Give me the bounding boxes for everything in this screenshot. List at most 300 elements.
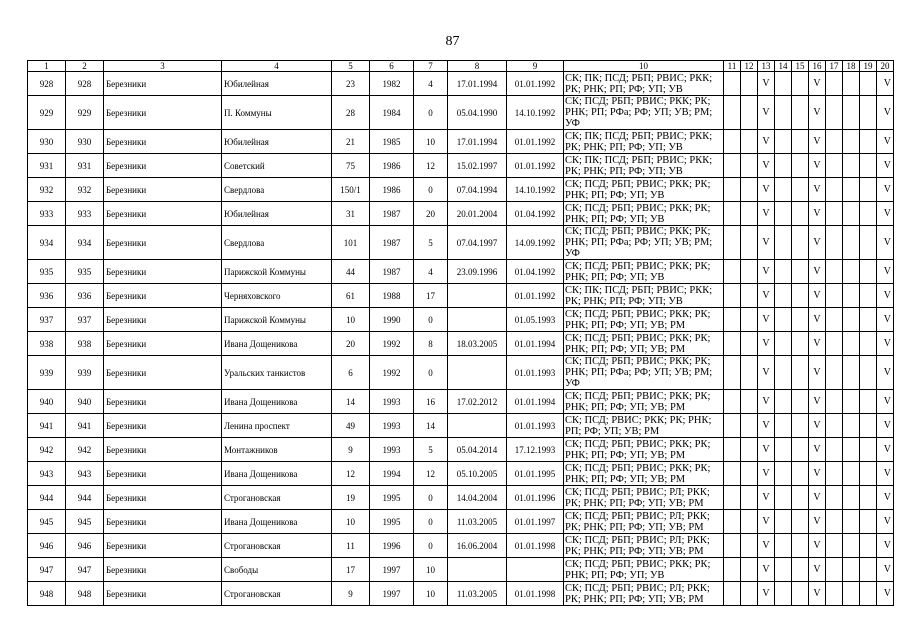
header-row <box>28 61 894 72</box>
cell-col-2: 947 <box>66 558 104 582</box>
cell-col-1: 943 <box>28 462 66 486</box>
cell-col-13: V <box>758 390 775 414</box>
table-row <box>28 534 894 558</box>
cell-col-14 <box>775 582 792 606</box>
cell-col-4: Юбилейная <box>222 72 332 96</box>
cell-col-2: 944 <box>66 486 104 510</box>
cell-col-17 <box>826 486 843 510</box>
cell-col-7: 5 <box>414 226 448 260</box>
cell-col-1: 932 <box>28 178 66 202</box>
cell-col-20: V <box>877 582 894 606</box>
cell-col-19 <box>860 462 877 486</box>
cell-col-14 <box>775 462 792 486</box>
cell-col-20: V <box>877 226 894 260</box>
cell-col-16: V <box>809 260 826 284</box>
cell-col-9: 01.04.1992 <box>507 260 564 284</box>
table-row <box>28 390 894 414</box>
cell-col-9: 01.01.1993 <box>507 414 564 438</box>
cell-col-17 <box>826 558 843 582</box>
cell-col-6: 1982 <box>370 72 414 96</box>
cell-col-2: 945 <box>66 510 104 534</box>
register-table <box>27 60 894 606</box>
cell-col-3: Березники <box>104 130 222 154</box>
cell-col-1: 942 <box>28 438 66 462</box>
cell-col-13: V <box>758 438 775 462</box>
cell-col-4: Строгановская <box>222 486 332 510</box>
cell-col-3: Березники <box>104 202 222 226</box>
column-header-4: 4 <box>222 61 332 72</box>
cell-col-4: Ленина проспект <box>222 414 332 438</box>
cell-col-4: Уральских танкистов <box>222 356 332 390</box>
cell-col-1: 948 <box>28 582 66 606</box>
cell-col-1: 930 <box>28 130 66 154</box>
table-row <box>28 462 894 486</box>
cell-col-14 <box>775 178 792 202</box>
cell-col-15 <box>792 486 809 510</box>
cell-col-9: 01.01.1997 <box>507 510 564 534</box>
cell-col-15 <box>792 332 809 356</box>
cell-col-7: 0 <box>414 308 448 332</box>
cell-col-6: 1987 <box>370 226 414 260</box>
cell-col-15 <box>792 534 809 558</box>
cell-col-8: 05.04.1990 <box>448 96 507 130</box>
cell-col-12 <box>741 486 758 510</box>
cell-col-9: 17.12.1993 <box>507 438 564 462</box>
cell-col-16: V <box>809 558 826 582</box>
cell-col-3: Березники <box>104 72 222 96</box>
cell-col-6: 1992 <box>370 332 414 356</box>
column-header-16: 16 <box>809 61 826 72</box>
cell-col-10: СК; ПСД; РБП; РВИС; РЛ; РКК; РК; РНК; РП; РФ; УП; УВ; РМ <box>564 582 724 606</box>
cell-col-5: 61 <box>332 284 370 308</box>
column-header-6: 6 <box>370 61 414 72</box>
cell-col-10: СК; ПСД; РБП; РВИС; РКК; РК; РНК; РП; РФа; РФ; УП; УВ; РМ; УФ <box>564 226 724 260</box>
cell-col-10: СК; ПСД; РБП; РВИС; РКК; РК; РНК; РП; РФа; РФ; УП; УВ; РМ; УФ <box>564 356 724 390</box>
table-row <box>28 260 894 284</box>
cell-col-15 <box>792 96 809 130</box>
cell-col-16: V <box>809 390 826 414</box>
cell-col-9: 01.01.1994 <box>507 332 564 356</box>
cell-col-20: V <box>877 130 894 154</box>
cell-col-11 <box>724 284 741 308</box>
cell-col-13: V <box>758 72 775 96</box>
cell-col-3: Березники <box>104 438 222 462</box>
cell-col-12 <box>741 130 758 154</box>
cell-col-6: 1993 <box>370 414 414 438</box>
cell-col-19 <box>860 154 877 178</box>
cell-col-19 <box>860 414 877 438</box>
cell-col-1: 928 <box>28 72 66 96</box>
cell-col-2: 933 <box>66 202 104 226</box>
cell-col-4: Ивана Дощеникова <box>222 462 332 486</box>
cell-col-8: 07.04.1994 <box>448 178 507 202</box>
cell-col-2: 942 <box>66 438 104 462</box>
cell-col-8: 20.01.2004 <box>448 202 507 226</box>
cell-col-2: 931 <box>66 154 104 178</box>
cell-col-6: 1994 <box>370 462 414 486</box>
cell-col-14 <box>775 438 792 462</box>
cell-col-19 <box>860 486 877 510</box>
table-row <box>28 202 894 226</box>
cell-col-11 <box>724 438 741 462</box>
cell-col-14 <box>775 284 792 308</box>
cell-col-13: V <box>758 154 775 178</box>
cell-col-16: V <box>809 178 826 202</box>
cell-col-11 <box>724 534 741 558</box>
cell-col-16: V <box>809 96 826 130</box>
cell-col-8: 15.02.1997 <box>448 154 507 178</box>
cell-col-17 <box>826 178 843 202</box>
cell-col-17 <box>826 154 843 178</box>
cell-col-17 <box>826 260 843 284</box>
cell-col-19 <box>860 96 877 130</box>
cell-col-14 <box>775 332 792 356</box>
cell-col-19 <box>860 510 877 534</box>
cell-col-1: 934 <box>28 226 66 260</box>
cell-col-5: 12 <box>332 462 370 486</box>
cell-col-15 <box>792 284 809 308</box>
cell-col-3: Березники <box>104 510 222 534</box>
cell-col-7: 16 <box>414 390 448 414</box>
cell-col-6: 1990 <box>370 308 414 332</box>
cell-col-17 <box>826 202 843 226</box>
cell-col-17 <box>826 332 843 356</box>
cell-col-14 <box>775 96 792 130</box>
cell-col-12 <box>741 390 758 414</box>
column-header-11: 11 <box>724 61 741 72</box>
cell-col-4: П. Коммуны <box>222 96 332 130</box>
cell-col-3: Березники <box>104 582 222 606</box>
cell-col-14 <box>775 534 792 558</box>
cell-col-11 <box>724 486 741 510</box>
cell-col-17 <box>826 308 843 332</box>
cell-col-3: Березники <box>104 226 222 260</box>
cell-col-10: СК; ПСД; РБП; РВИС; РКК; РК; РНК; РП; РФ; УП; УВ; РМ <box>564 308 724 332</box>
cell-col-19 <box>860 558 877 582</box>
cell-col-10: СК; ПСД; РБП; РВИС; РКК; РК; РНК; РП; РФ; УП; УВ <box>564 260 724 284</box>
cell-col-18 <box>843 154 860 178</box>
cell-col-11 <box>724 202 741 226</box>
table-row <box>28 72 894 96</box>
cell-col-16: V <box>809 226 826 260</box>
cell-col-15 <box>792 414 809 438</box>
cell-col-8: 17.01.1994 <box>448 72 507 96</box>
cell-col-20: V <box>877 332 894 356</box>
cell-col-5: 75 <box>332 154 370 178</box>
cell-col-7: 10 <box>414 130 448 154</box>
cell-col-20: V <box>877 390 894 414</box>
cell-col-14 <box>775 390 792 414</box>
cell-col-2: 940 <box>66 390 104 414</box>
cell-col-3: Березники <box>104 308 222 332</box>
cell-col-15 <box>792 308 809 332</box>
cell-col-2: 943 <box>66 462 104 486</box>
cell-col-10: СК; ПСД; РБП; РВИС; РКК; РК; РНК; РП; РФ; УП; УВ; РМ <box>564 390 724 414</box>
cell-col-15 <box>792 154 809 178</box>
cell-col-12 <box>741 178 758 202</box>
cell-col-10: СК; ПК; ПСД; РБП; РВИС; РКК; РК; РНК; РП; РФ; УП; УВ <box>564 72 724 96</box>
cell-col-1: 931 <box>28 154 66 178</box>
cell-col-18 <box>843 72 860 96</box>
cell-col-1: 945 <box>28 510 66 534</box>
cell-col-18 <box>843 534 860 558</box>
cell-col-1: 944 <box>28 486 66 510</box>
cell-col-2: 932 <box>66 178 104 202</box>
cell-col-20: V <box>877 154 894 178</box>
cell-col-5: 14 <box>332 390 370 414</box>
cell-col-7: 0 <box>414 178 448 202</box>
cell-col-20: V <box>877 534 894 558</box>
cell-col-14 <box>775 356 792 390</box>
cell-col-19 <box>860 438 877 462</box>
cell-col-13: V <box>758 534 775 558</box>
table-row <box>28 130 894 154</box>
cell-col-11 <box>724 96 741 130</box>
cell-col-15 <box>792 582 809 606</box>
cell-col-18 <box>843 202 860 226</box>
column-header-9: 9 <box>507 61 564 72</box>
cell-col-9: 01.01.1994 <box>507 390 564 414</box>
cell-col-13: V <box>758 260 775 284</box>
cell-col-4: Строгановская <box>222 582 332 606</box>
cell-col-12 <box>741 582 758 606</box>
column-header-5: 5 <box>332 61 370 72</box>
cell-col-8: 17.01.1994 <box>448 130 507 154</box>
cell-col-10: СК; ПСД; РБП; РВИС; РКК; РК; РНК; РП; РФ; УП; УВ <box>564 178 724 202</box>
column-header-18: 18 <box>843 61 860 72</box>
cell-col-14 <box>775 308 792 332</box>
cell-col-13: V <box>758 558 775 582</box>
cell-col-4: Юбилейная <box>222 130 332 154</box>
page-number: 87 <box>445 34 460 49</box>
cell-col-17 <box>826 390 843 414</box>
cell-col-6: 1985 <box>370 130 414 154</box>
cell-col-18 <box>843 96 860 130</box>
cell-col-5: 10 <box>332 308 370 332</box>
cell-col-8 <box>448 414 507 438</box>
cell-col-9: 01.01.1996 <box>507 486 564 510</box>
cell-col-17 <box>826 534 843 558</box>
cell-col-7: 4 <box>414 260 448 284</box>
cell-col-1: 940 <box>28 390 66 414</box>
cell-col-3: Березники <box>104 96 222 130</box>
cell-col-19 <box>860 534 877 558</box>
cell-col-10: СК; ПСД; РБП; РВИС; РЛ; РКК; РК; РНК; РП; РФ; УП; УВ; РМ <box>564 534 724 558</box>
cell-col-1: 933 <box>28 202 66 226</box>
cell-col-2: 938 <box>66 332 104 356</box>
table-row <box>28 308 894 332</box>
column-header-20: 20 <box>877 61 894 72</box>
cell-col-2: 939 <box>66 356 104 390</box>
cell-col-8 <box>448 284 507 308</box>
cell-col-16: V <box>809 202 826 226</box>
cell-col-14 <box>775 414 792 438</box>
cell-col-5: 9 <box>332 582 370 606</box>
cell-col-15 <box>792 72 809 96</box>
cell-col-10: СК; ПСД; РБП; РВИС; РКК; РК; РНК; РП; РФ; УП; УВ; РМ <box>564 462 724 486</box>
cell-col-20: V <box>877 486 894 510</box>
cell-col-5: 20 <box>332 332 370 356</box>
cell-col-18 <box>843 510 860 534</box>
cell-col-12 <box>741 356 758 390</box>
cell-col-3: Березники <box>104 356 222 390</box>
cell-col-7: 0 <box>414 486 448 510</box>
cell-col-12 <box>741 462 758 486</box>
cell-col-3: Березники <box>104 154 222 178</box>
cell-col-9: 01.01.1998 <box>507 534 564 558</box>
cell-col-16: V <box>809 582 826 606</box>
cell-col-11 <box>724 130 741 154</box>
cell-col-2: 937 <box>66 308 104 332</box>
cell-col-7: 4 <box>414 72 448 96</box>
cell-col-13: V <box>758 284 775 308</box>
cell-col-15 <box>792 226 809 260</box>
cell-col-20: V <box>877 72 894 96</box>
cell-col-13: V <box>758 308 775 332</box>
cell-col-19 <box>860 284 877 308</box>
cell-col-3: Березники <box>104 534 222 558</box>
cell-col-14 <box>775 510 792 534</box>
cell-col-7: 0 <box>414 510 448 534</box>
cell-col-3: Березники <box>104 178 222 202</box>
cell-col-1: 939 <box>28 356 66 390</box>
cell-col-16: V <box>809 308 826 332</box>
cell-col-11 <box>724 510 741 534</box>
cell-col-17 <box>826 72 843 96</box>
cell-col-9: 01.01.1992 <box>507 284 564 308</box>
cell-col-14 <box>775 202 792 226</box>
cell-col-20: V <box>877 558 894 582</box>
cell-col-9: 01.01.1992 <box>507 130 564 154</box>
cell-col-7: 5 <box>414 438 448 462</box>
cell-col-2: 936 <box>66 284 104 308</box>
cell-col-7: 0 <box>414 96 448 130</box>
cell-col-12 <box>741 260 758 284</box>
cell-col-2: 929 <box>66 96 104 130</box>
table-row <box>28 332 894 356</box>
table-row <box>28 178 894 202</box>
cell-col-19 <box>860 202 877 226</box>
cell-col-11 <box>724 332 741 356</box>
cell-col-8: 14.04.2004 <box>448 486 507 510</box>
cell-col-12 <box>741 284 758 308</box>
cell-col-11 <box>724 260 741 284</box>
cell-col-17 <box>826 130 843 154</box>
cell-col-15 <box>792 438 809 462</box>
cell-col-17 <box>826 462 843 486</box>
cell-col-13: V <box>758 178 775 202</box>
cell-col-6: 1997 <box>370 582 414 606</box>
cell-col-11 <box>724 308 741 332</box>
cell-col-17 <box>826 414 843 438</box>
column-header-13: 13 <box>758 61 775 72</box>
cell-col-8: 05.04.2014 <box>448 438 507 462</box>
cell-col-20: V <box>877 356 894 390</box>
cell-col-9: 01.01.1998 <box>507 582 564 606</box>
cell-col-6: 1993 <box>370 390 414 414</box>
cell-col-15 <box>792 558 809 582</box>
cell-col-6: 1992 <box>370 356 414 390</box>
cell-col-20: V <box>877 202 894 226</box>
cell-col-8: 17.02.2012 <box>448 390 507 414</box>
cell-col-10: СК; ПСД; РБП; РВИС; РЛ; РКК; РК; РНК; РП; РФ; УП; УВ; РМ <box>564 486 724 510</box>
cell-col-18 <box>843 332 860 356</box>
cell-col-8 <box>448 308 507 332</box>
cell-col-19 <box>860 308 877 332</box>
cell-col-8 <box>448 356 507 390</box>
cell-col-13: V <box>758 510 775 534</box>
cell-col-12 <box>741 72 758 96</box>
cell-col-13: V <box>758 414 775 438</box>
cell-col-7: 20 <box>414 202 448 226</box>
cell-col-20: V <box>877 284 894 308</box>
cell-col-3: Березники <box>104 414 222 438</box>
cell-col-12 <box>741 414 758 438</box>
column-header-8: 8 <box>448 61 507 72</box>
table-row <box>28 226 894 260</box>
table-row <box>28 356 894 390</box>
cell-col-2: 941 <box>66 414 104 438</box>
cell-col-4: Черняховского <box>222 284 332 308</box>
cell-col-18 <box>843 438 860 462</box>
cell-col-11 <box>724 462 741 486</box>
cell-col-20: V <box>877 96 894 130</box>
cell-col-2: 935 <box>66 260 104 284</box>
column-header-17: 17 <box>826 61 843 72</box>
cell-col-6: 1993 <box>370 438 414 462</box>
cell-col-10: СК; ПСД; РВИС; РКК; РК; РНК; РП; РФ; УП; УВ; РМ <box>564 414 724 438</box>
cell-col-18 <box>843 284 860 308</box>
cell-col-9 <box>507 558 564 582</box>
cell-col-3: Березники <box>104 260 222 284</box>
cell-col-15 <box>792 356 809 390</box>
cell-col-11 <box>724 154 741 178</box>
cell-col-5: 31 <box>332 202 370 226</box>
cell-col-18 <box>843 308 860 332</box>
cell-col-4: Парижской Коммуны <box>222 260 332 284</box>
cell-col-12 <box>741 308 758 332</box>
cell-col-16: V <box>809 486 826 510</box>
table-row <box>28 510 894 534</box>
column-header-1: 1 <box>28 61 66 72</box>
cell-col-19 <box>860 582 877 606</box>
cell-col-12 <box>741 202 758 226</box>
cell-col-5: 44 <box>332 260 370 284</box>
cell-col-17 <box>826 582 843 606</box>
cell-col-6: 1988 <box>370 284 414 308</box>
cell-col-8: 16.06.2004 <box>448 534 507 558</box>
cell-col-11 <box>724 390 741 414</box>
cell-col-16: V <box>809 438 826 462</box>
cell-col-7: 10 <box>414 582 448 606</box>
cell-col-2: 930 <box>66 130 104 154</box>
cell-col-6: 1984 <box>370 96 414 130</box>
cell-col-3: Березники <box>104 390 222 414</box>
cell-col-16: V <box>809 356 826 390</box>
cell-col-7: 0 <box>414 534 448 558</box>
table-row <box>28 486 894 510</box>
column-header-10: 10 <box>564 61 724 72</box>
cell-col-13: V <box>758 332 775 356</box>
cell-col-5: 101 <box>332 226 370 260</box>
cell-col-3: Березники <box>104 284 222 308</box>
cell-col-11 <box>724 178 741 202</box>
column-header-3: 3 <box>104 61 222 72</box>
cell-col-12 <box>741 534 758 558</box>
cell-col-12 <box>741 96 758 130</box>
cell-col-15 <box>792 260 809 284</box>
cell-col-6: 1996 <box>370 534 414 558</box>
